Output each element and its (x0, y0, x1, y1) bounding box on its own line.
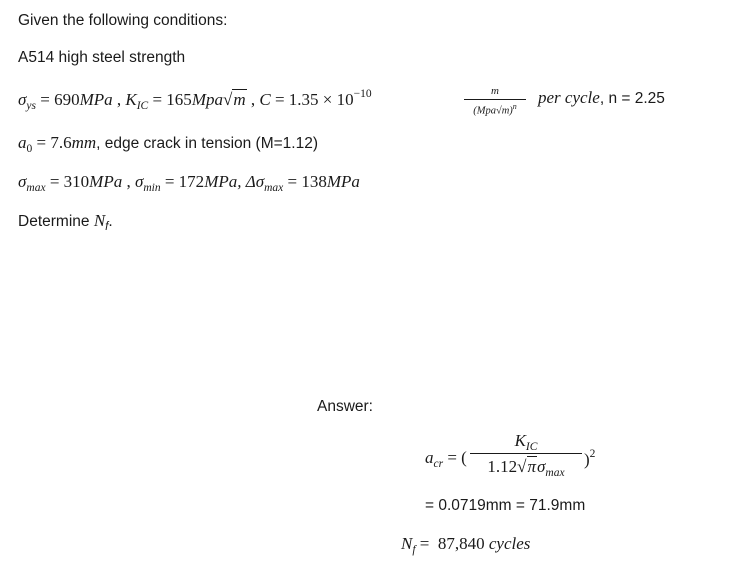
unit-denominator: $(Mpa√m)^n$ (473, 102, 517, 117)
ic-subscript: IC (136, 100, 149, 112)
k-symbol: K (125, 90, 137, 109)
max-subscript: max (264, 182, 284, 194)
sqrt-icon: √ (222, 90, 233, 109)
sigma-symbol: σ (18, 172, 27, 191)
material-constants-line (18, 88, 372, 112)
n-symbol: N (401, 534, 413, 553)
delta-sigma-value: = 138 (283, 172, 327, 191)
c-value: = 1.35 × 10 (270, 90, 354, 109)
ys-subscript: ys (26, 100, 36, 112)
a-symbol: a (18, 133, 27, 152)
stress-line (18, 172, 360, 194)
nf-value: = 87,840 (415, 534, 489, 553)
cr-subscript: cr (433, 458, 444, 470)
a0-unit: mm (71, 133, 97, 152)
a0-subscript: 0 (26, 143, 33, 155)
sqrt-m (223, 90, 247, 110)
sigma-min-value: = 172 (160, 172, 205, 191)
separator: , (122, 172, 135, 191)
c-unit-fraction (462, 84, 528, 119)
sigma-max-value: = 310 (45, 172, 90, 191)
answer-label: Answer: (317, 398, 373, 415)
sigma-min-unit: MPa, (204, 172, 242, 191)
initial-crack-line (18, 133, 318, 155)
acr-lhs (425, 448, 467, 470)
a-symbol: a (425, 448, 434, 467)
material-text: A514 high steel strength (18, 49, 186, 66)
period: . (108, 213, 113, 230)
crack-description: , edge crack in tension (M=1.12) (96, 135, 319, 152)
yield-value: = 690 (35, 90, 80, 109)
separator: , (246, 90, 256, 109)
close-paren: ) (584, 450, 590, 469)
equals-paren: = ( (443, 448, 467, 467)
kic-value: = 165 (148, 90, 192, 109)
acr-numerator: $K_{IC}$ (514, 431, 538, 453)
per-cycle-text (538, 88, 665, 108)
sigma-symbol: σ (18, 90, 27, 109)
delta-sigma-unit: MPa (326, 172, 360, 191)
acr-close (584, 448, 595, 470)
acr-result: = 0.0719mm = 71.9mm (425, 497, 586, 514)
yield-unit: MPa (79, 90, 113, 109)
per-cycle-label: per cycle (538, 88, 600, 107)
cycles-unit: cycles (488, 534, 531, 553)
delta-sigma-symbol: Δσ (241, 172, 265, 191)
nf-result-line (401, 534, 530, 556)
f-subscript: f (412, 544, 416, 556)
question-text: Determine (18, 213, 94, 230)
n-exponent-text: , n = 2.25 (599, 90, 665, 107)
acr-fraction (470, 431, 582, 483)
c-symbol: C (259, 90, 271, 109)
f-subscript: f (105, 221, 109, 233)
min-subscript: min (143, 182, 161, 194)
unit-numerator: m (491, 85, 499, 97)
question-line (18, 211, 113, 233)
sigma-max-unit: MPa (89, 172, 123, 191)
acr-denominator: $1.12√\pi\sigma_{max}$ (487, 457, 565, 479)
max-subscript: max (26, 182, 46, 194)
separator: , (112, 90, 122, 109)
c-exponent: −10 (353, 88, 372, 100)
kic-unit: Mpa (191, 90, 223, 109)
a0-value: = 7.6 (32, 133, 72, 152)
intro-text: Given the following conditions: (18, 12, 228, 29)
n-symbol: N (93, 211, 106, 230)
square-exponent: 2 (589, 448, 596, 460)
fraction-bar (470, 453, 582, 454)
sigma-symbol: σ (134, 172, 144, 191)
sqrt-radicand: m (233, 90, 246, 109)
sqrt-icon: √ (517, 457, 527, 476)
